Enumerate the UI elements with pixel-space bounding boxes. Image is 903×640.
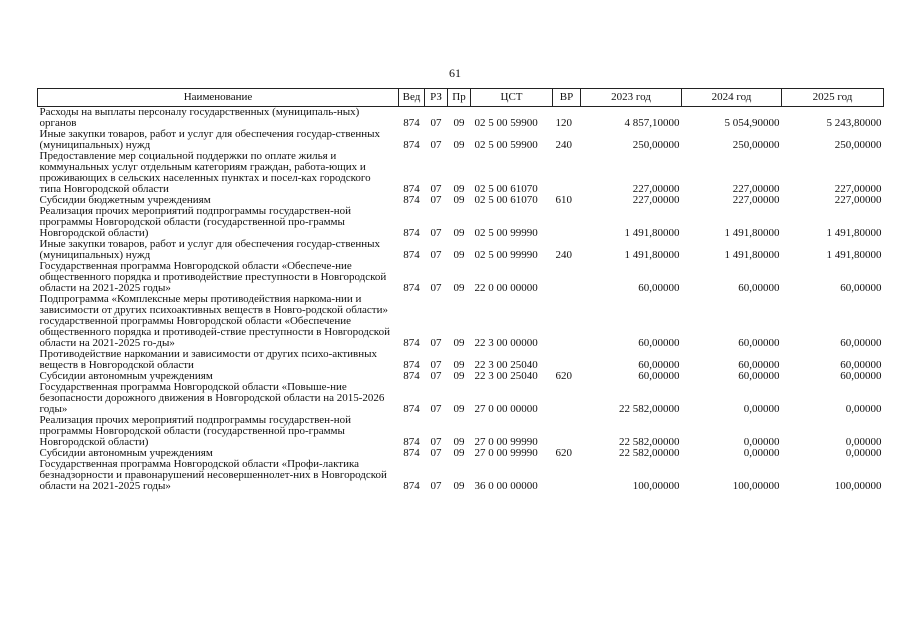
row-2024: 100,00000: [732, 480, 780, 492]
row-cst: 27 0 00 99990: [474, 447, 538, 459]
row-2023: 60,00000: [638, 282, 680, 294]
row-2025: 60,00000: [840, 359, 882, 371]
row-pr: 09: [453, 194, 465, 206]
row-rz: 07: [430, 139, 442, 151]
row-2023: 227,00000: [632, 194, 680, 206]
row-pr: 09: [453, 447, 465, 459]
row-vr: 240: [555, 249, 572, 261]
row-2024: 5 054,90000: [724, 117, 780, 129]
row-cst: 36 0 00 00000: [474, 480, 538, 492]
row-2024: 1 491,80000: [724, 227, 780, 239]
row-rz: 07: [430, 194, 442, 206]
table-row: [38, 261, 884, 294]
row-rz: 07: [430, 282, 442, 294]
row-cst: 02 5 00 61070: [474, 183, 538, 195]
row-rz: 07: [430, 370, 442, 382]
row-2023: 22 582,00000: [619, 436, 680, 448]
row-rz: 07: [430, 480, 442, 492]
row-name: Противодействие наркомании и зависимости от других психо-активных веществ в Новгородской области: [39, 348, 378, 371]
page-number: 61: [449, 66, 461, 80]
row-name: Государственная программа Новгородской области «Повыше-ние безопасности дорожного движения в Новгородской области на 2015-2026 годы»: [39, 381, 385, 415]
row-ved: 874: [403, 370, 420, 382]
row-2023: 250,00000: [632, 139, 680, 151]
row-name: Расходы на выплаты персоналу государственных (муниципаль-ных) органов: [39, 106, 360, 129]
row-cst: 27 0 00 99990: [474, 436, 538, 448]
header-cst: ЦСТ: [471, 89, 553, 107]
row-vr: [553, 459, 581, 492]
table-header-row: [38, 89, 884, 107]
row-cst: 02 5 00 99990: [474, 249, 538, 261]
row-2023: 1 491,80000: [624, 249, 680, 261]
row-rz: 07: [430, 117, 442, 129]
row-name: Предоставление мер социальной поддержки по оплате жилья и коммунальных услуг отдельным категориям граждан, работа-ющих и проживающих в сельских населенных пунктах и посел-ках городского типа Новгородской области: [39, 150, 371, 195]
row-vr: [553, 151, 581, 195]
row-2024: 60,00000: [738, 359, 780, 371]
row-pr: 09: [453, 249, 465, 261]
table-row: [38, 239, 884, 261]
row-2024: 227,00000: [732, 194, 780, 206]
row-cst: 22 3 00 25040: [474, 359, 538, 371]
row-name: Государственная программа Новгородской области «Профи-лактика безнадзорности и правонарушений несовершеннолет-них в Новгородской области на 2021-2025 годы»: [39, 458, 387, 492]
row-2024: 60,00000: [738, 282, 780, 294]
row-pr: 09: [453, 436, 465, 448]
row-2025: 60,00000: [840, 337, 882, 349]
row-vr: 120: [555, 117, 572, 129]
row-pr: 09: [453, 183, 465, 195]
row-ved: 874: [403, 403, 420, 415]
row-ved: 874: [403, 117, 420, 129]
row-name: Субсидии автономным учреждениям: [39, 447, 213, 459]
row-ved: 874: [403, 139, 420, 151]
row-2023: 100,00000: [632, 480, 680, 492]
row-pr: 09: [453, 117, 465, 129]
row-rz: 07: [430, 359, 442, 371]
row-pr: 09: [453, 337, 465, 349]
row-vr: [553, 294, 581, 349]
row-ved: 874: [403, 359, 420, 371]
row-vr: 240: [555, 139, 572, 151]
row-2023: 22 582,00000: [619, 403, 680, 415]
row-2025: 0,00000: [845, 403, 882, 415]
row-2025: 0,00000: [845, 447, 882, 459]
row-2025: 60,00000: [840, 370, 882, 382]
row-vr: [553, 382, 581, 415]
row-ved: 874: [403, 249, 420, 261]
row-vr: [553, 415, 581, 448]
row-2025: 100,00000: [834, 480, 882, 492]
row-pr: 09: [453, 227, 465, 239]
row-2023: 22 582,00000: [619, 447, 680, 459]
row-name: Субсидии автономным учреждениям: [39, 370, 213, 382]
row-2023: 1 491,80000: [624, 227, 680, 239]
row-rz: 07: [430, 183, 442, 195]
table-row: [38, 151, 884, 195]
row-2023: 60,00000: [638, 337, 680, 349]
row-2025: 227,00000: [834, 183, 882, 195]
header-vr: ВР: [553, 89, 581, 107]
row-name: Иные закупки товаров, работ и услуг для обеспечения государ-ственных (муниципальных) нужд: [39, 128, 381, 151]
table-body: [38, 107, 884, 493]
row-cst: 02 5 00 59900: [474, 139, 538, 151]
table-row: [38, 415, 884, 448]
table-row: [38, 459, 884, 492]
row-name: Реализация прочих мероприятий подпрограммы государствен-ной программы Новгородской области (государственной про-граммы Новгородской области): [39, 205, 352, 239]
row-2024: 1 491,80000: [724, 249, 780, 261]
row-pr: 09: [453, 403, 465, 415]
row-2023: 4 857,10000: [624, 117, 680, 129]
row-cst: 02 5 00 99990: [474, 227, 538, 239]
row-2025: 1 491,80000: [826, 227, 882, 239]
row-2023: 60,00000: [638, 359, 680, 371]
row-rz: 07: [430, 447, 442, 459]
table-row: [38, 294, 884, 349]
row-2024: 60,00000: [738, 370, 780, 382]
header-rz: РЗ: [425, 89, 448, 107]
row-ved: 874: [403, 194, 420, 206]
row-2024: 0,00000: [743, 403, 780, 415]
row-2024: 0,00000: [743, 447, 780, 459]
row-pr: 09: [453, 480, 465, 492]
row-name: Подпрограмма «Комплексные меры противодействия наркома-нии и зависимости от других психоактивных веществ в Новго-родской области» государственной программы Новгородской области «Обеспечение общественного порядка и противодей-ствие преступности в Новгородской области на 2021-2025 го-ды»: [39, 293, 390, 349]
row-cst: 02 5 00 59900: [474, 117, 538, 129]
row-2025: 227,00000: [834, 194, 882, 206]
row-pr: 09: [453, 139, 465, 151]
row-vr: 620: [555, 447, 572, 459]
row-vr: [553, 206, 581, 239]
row-pr: 09: [453, 370, 465, 382]
row-cst: 02 5 00 61070: [474, 194, 538, 206]
row-name: Субсидии бюджетным учреждениям: [39, 194, 211, 206]
row-2023: 227,00000: [632, 183, 680, 195]
table-row: [38, 382, 884, 415]
table-row: [38, 349, 884, 371]
row-cst: 22 3 00 25040: [474, 370, 538, 382]
row-vr: 620: [555, 370, 572, 382]
row-2024: 227,00000: [732, 183, 780, 195]
row-cst: 27 0 00 00000: [474, 403, 538, 415]
row-2023: 60,00000: [638, 370, 680, 382]
row-2025: 1 491,80000: [826, 249, 882, 261]
header-2025: 2025 год: [782, 89, 884, 107]
row-2025: 0,00000: [845, 436, 882, 448]
header-ved: Вед: [399, 89, 425, 107]
row-pr: 09: [453, 282, 465, 294]
row-cst: 22 3 00 00000: [474, 337, 538, 349]
row-ved: 874: [403, 282, 420, 294]
row-ved: 874: [403, 436, 420, 448]
row-rz: 07: [430, 249, 442, 261]
table-row: [38, 107, 884, 130]
row-vr: [553, 349, 581, 371]
header-2024: 2024 год: [682, 89, 782, 107]
header-2023: 2023 год: [581, 89, 682, 107]
row-2024: 60,00000: [738, 337, 780, 349]
header-pr: Пр: [448, 89, 471, 107]
row-2025: 60,00000: [840, 282, 882, 294]
row-ved: 874: [403, 337, 420, 349]
row-ved: 874: [403, 447, 420, 459]
row-ved: 874: [403, 227, 420, 239]
table-row: [38, 129, 884, 151]
row-2024: 0,00000: [743, 436, 780, 448]
row-2024: 250,00000: [732, 139, 780, 151]
row-name: Иные закупки товаров, работ и услуг для обеспечения государ-ственных (муниципальных) нужд: [39, 238, 381, 261]
row-2025: 5 243,80000: [826, 117, 882, 129]
row-vr: [553, 261, 581, 294]
row-name: Реализация прочих мероприятий подпрограммы государствен-ной программы Новгородской области (государственной про-граммы Новгородской области): [39, 414, 352, 448]
row-rz: 07: [430, 403, 442, 415]
row-2025: 250,00000: [834, 139, 882, 151]
table-row: [38, 206, 884, 239]
row-ved: 874: [403, 183, 420, 195]
row-name: Государственная программа Новгородской области «Обеспече-ние общественного порядка и противодействие преступности в Новгородской области на 2021-2025 годы»: [39, 260, 387, 294]
row-rz: 07: [430, 436, 442, 448]
row-vr: 610: [555, 194, 572, 206]
row-pr: 09: [453, 359, 465, 371]
header-name: Наименование: [38, 89, 399, 107]
row-ved: 874: [403, 480, 420, 492]
row-rz: 07: [430, 227, 442, 239]
row-cst: 22 0 00 00000: [474, 282, 538, 294]
row-rz: 07: [430, 337, 442, 349]
budget-table: [37, 88, 884, 492]
